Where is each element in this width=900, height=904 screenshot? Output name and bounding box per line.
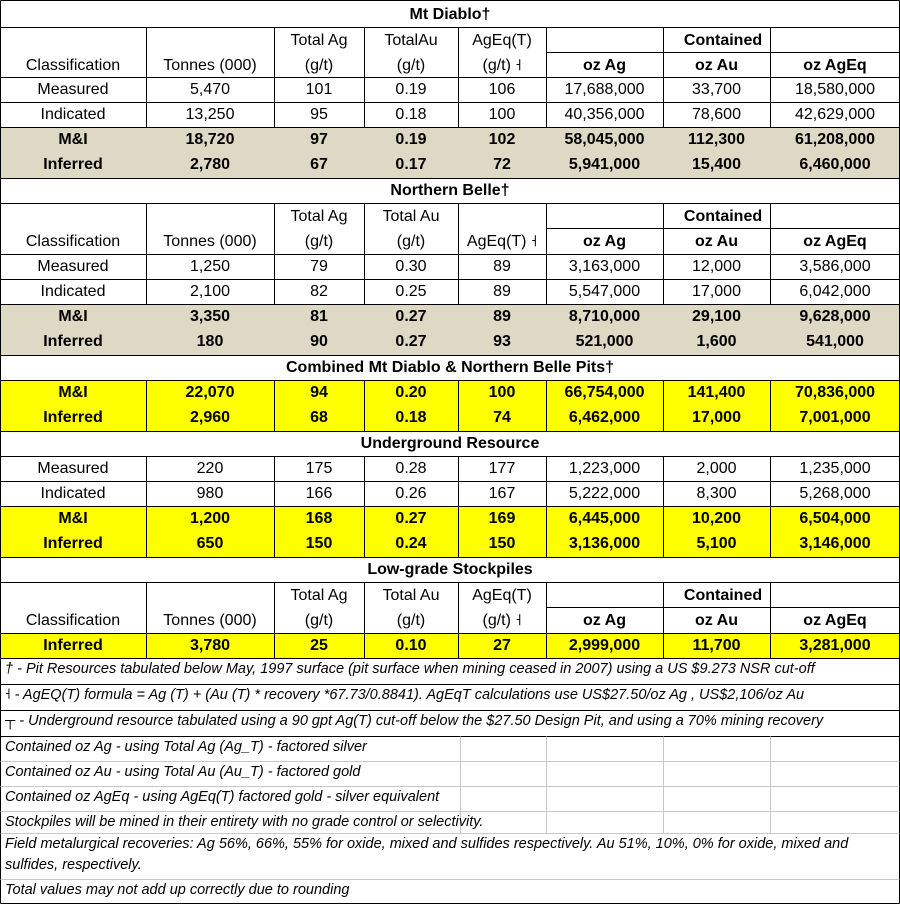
- header-ageq-unit: (g/t) ˧: [482, 57, 522, 74]
- cell-tonnes: 980: [196, 485, 224, 502]
- header-total-ag: Total Ag: [290, 208, 348, 225]
- cell-classification: Inferred: [43, 333, 103, 350]
- cell-classification: Inferred: [43, 637, 103, 654]
- cell-classification: Indicated: [40, 106, 106, 123]
- section-title-mt-diablo: Mt Diablo†: [409, 6, 491, 23]
- header-oz-ageq: oz AgEq: [803, 612, 867, 629]
- cell-total-ag: 67: [310, 156, 328, 173]
- cell-classification: Inferred: [43, 535, 103, 552]
- cell-oz-ageq: 541,000: [806, 333, 864, 350]
- footnote-rounding: Total values may not add up correctly due to rounding: [5, 882, 350, 898]
- cell-tonnes: 180: [196, 333, 224, 350]
- footnote-ageq-formula: ˧ - AgEQ(T) formula = Ag (T) + (Au (T) * recovery *67.73/0.8841). AgEqT calculations use US$27.50/oz Ag , US$2,106/oz Au: [5, 687, 805, 703]
- cell-oz-au: 8,300: [696, 485, 737, 502]
- cell-ageq: 27: [493, 637, 511, 654]
- cell-total-au: 0.19: [395, 81, 427, 98]
- cell-oz-au: 17,000: [692, 409, 741, 426]
- cell-classification: M&I: [58, 384, 88, 401]
- cell-oz-ageq: 18,580,000: [794, 81, 876, 98]
- cell-classification: M&I: [58, 308, 88, 325]
- footnote-contained-ag: Contained oz Ag - using Total Ag (Ag_T) - factored silver: [5, 739, 367, 755]
- header-ageq: AgEq(T): [472, 32, 532, 49]
- cell-ageq: 89: [493, 308, 511, 325]
- cell-classification: M&I: [58, 131, 88, 148]
- cell-oz-ag: 1,223,000: [568, 460, 641, 477]
- cell-oz-au: 112,300: [688, 131, 745, 148]
- cell-oz-ag: 8,710,000: [568, 308, 641, 325]
- cell-oz-ageq: 3,281,000: [799, 637, 871, 654]
- cell-ageq: 106: [488, 81, 516, 98]
- header-oz-ag: oz Ag: [583, 57, 626, 74]
- cell-oz-ageq: 3,586,000: [799, 258, 871, 275]
- cell-tonnes: 1,200: [189, 510, 231, 527]
- header-oz-ageq: oz AgEq: [803, 233, 867, 250]
- cell-tonnes: 3,780: [189, 637, 231, 654]
- cell-total-ag: 90: [310, 333, 328, 350]
- cell-oz-ageq: 70,836,000: [794, 384, 876, 401]
- cell-tonnes: 5,470: [189, 81, 231, 98]
- cell-oz-ageq: 5,268,000: [799, 485, 871, 502]
- cell-total-au: 0.27: [395, 308, 427, 325]
- cell-tonnes: 650: [196, 535, 224, 552]
- cell-oz-ag: 58,045,000: [564, 131, 645, 148]
- footnote-contained-ageq: Contained oz AgEq - using AgEq(T) factored gold - silver equivalent: [5, 789, 440, 805]
- cell-oz-ag: 6,462,000: [568, 409, 641, 426]
- cell-ageq: 100: [488, 384, 516, 401]
- cell-oz-ageq: 6,460,000: [799, 156, 871, 173]
- cell-oz-ag: 3,136,000: [568, 535, 641, 552]
- cell-classification: Measured: [37, 81, 109, 98]
- cell-total-au: 0.24: [395, 535, 427, 552]
- cell-tonnes: 1,250: [189, 258, 231, 275]
- footnote-recoveries: Field metalurgical recoveries: Ag 56%, 66%, 55% for oxide, mixed and sulfides respectively. Au 51%, 10%, 0% for oxide, mixed and sulfides, respectively.: [5, 836, 849, 873]
- cell-oz-au: 15,400: [692, 156, 741, 173]
- cell-ageq: 177: [488, 460, 516, 477]
- cell-total-ag: 168: [305, 510, 333, 527]
- cell-ageq: 89: [493, 283, 511, 300]
- cell-ageq: 102: [488, 131, 516, 148]
- section-title-underground: Underground Resource: [360, 435, 540, 452]
- header-au-unit: (g/t): [396, 612, 426, 629]
- cell-oz-au: 141,400: [687, 384, 746, 401]
- header-tonnes: Tonnes (000): [163, 612, 257, 629]
- cell-oz-ag: 17,688,000: [564, 81, 645, 98]
- cell-total-ag: 95: [310, 106, 328, 123]
- header-total-ag: Total Ag: [290, 587, 348, 604]
- footnote-underground: ┬ - Underground resource tabulated using a 90 gpt Ag(T) cut-off below the $27.50 Design Pit, and using a 70% mining recovery: [5, 713, 824, 729]
- header-total-au: Total Au: [382, 208, 440, 225]
- cell-total-ag: 25: [310, 637, 328, 654]
- header-tonnes: Tonnes (000): [163, 57, 257, 74]
- cell-ageq: 72: [493, 156, 511, 173]
- cell-oz-ageq: 61,208,000: [794, 131, 876, 148]
- cell-classification: Inferred: [43, 156, 103, 173]
- cell-oz-ageq: 42,629,000: [794, 106, 876, 123]
- cell-oz-ageq: 9,628,000: [799, 308, 871, 325]
- cell-classification: Indicated: [40, 283, 106, 300]
- cell-total-ag: 81: [310, 308, 328, 325]
- header-ageq: AgEq(T): [472, 587, 532, 604]
- cell-tonnes: 18,720: [185, 131, 235, 148]
- cell-ageq: 89: [493, 258, 511, 275]
- cell-oz-ag: 5,941,000: [568, 156, 641, 173]
- header-ageq-unit: (g/t) ˧: [482, 612, 522, 629]
- header-classification: Classification: [25, 57, 121, 74]
- cell-classification: Measured: [37, 460, 109, 477]
- header-contained: Contained: [683, 587, 763, 604]
- header-ag-unit: (g/t): [304, 233, 334, 250]
- cell-oz-ag: 5,222,000: [568, 485, 641, 502]
- cell-total-au: 0.27: [395, 333, 427, 350]
- cell-oz-ag: 66,754,000: [564, 384, 645, 401]
- cell-total-au: 0.20: [395, 384, 427, 401]
- header-oz-ageq: oz AgEq: [803, 57, 867, 74]
- header-total-ag: Total Ag: [290, 32, 348, 49]
- header-au-unit: (g/t): [396, 233, 426, 250]
- cell-total-ag: 79: [310, 258, 328, 275]
- cell-oz-au: 10,200: [692, 510, 741, 527]
- cell-total-au: 0.18: [395, 106, 427, 123]
- cell-oz-ageq: 6,042,000: [799, 283, 871, 300]
- cell-total-ag: 101: [305, 81, 333, 98]
- cell-ageq: 74: [493, 409, 511, 426]
- cell-oz-ag: 5,547,000: [568, 283, 641, 300]
- section-title-northern-belle: Northern Belle†: [390, 182, 510, 199]
- header-classification: Classification: [25, 233, 121, 250]
- cell-oz-au: 29,100: [692, 308, 741, 325]
- cell-total-ag: 82: [310, 283, 328, 300]
- cell-ageq: 150: [488, 535, 516, 552]
- cell-tonnes: 13,250: [185, 106, 235, 123]
- cell-oz-ageq: 1,235,000: [799, 460, 871, 477]
- cell-total-au: 0.17: [395, 156, 427, 173]
- header-oz-ag: oz Ag: [583, 233, 626, 250]
- footnote-contained-au: Contained oz Au - using Total Au (Au_T) - factored gold: [5, 764, 361, 780]
- cell-total-ag: 97: [310, 131, 328, 148]
- cell-tonnes: 22,070: [185, 384, 235, 401]
- cell-oz-ag: 2,999,000: [568, 637, 641, 654]
- header-oz-au: oz Au: [695, 612, 738, 629]
- cell-total-ag: 68: [310, 409, 328, 426]
- header-classification: Classification: [25, 612, 121, 629]
- cell-oz-ag: 6,445,000: [568, 510, 641, 527]
- cell-total-au: 0.30: [395, 258, 427, 275]
- cell-oz-au: 12,000: [692, 258, 741, 275]
- header-ageq: AgEq(T) ˧: [466, 233, 538, 250]
- header-total-au: Total Au: [382, 587, 440, 604]
- cell-total-au: 0.19: [395, 131, 427, 148]
- cell-classification: M&I: [58, 510, 88, 527]
- header-oz-ag: oz Ag: [583, 612, 626, 629]
- cell-ageq: 100: [488, 106, 516, 123]
- cell-total-au: 0.25: [395, 283, 427, 300]
- cell-total-ag: 150: [305, 535, 333, 552]
- cell-oz-ageq: 6,504,000: [799, 510, 871, 527]
- header-oz-au: oz Au: [695, 233, 738, 250]
- header-tonnes: Tonnes (000): [163, 233, 257, 250]
- footnote-stockpiles: Stockpiles will be mined in their entirety with no grade control or selectivity.: [5, 814, 484, 830]
- header-ag-unit: (g/t): [304, 57, 334, 74]
- cell-ageq: 169: [488, 510, 516, 527]
- cell-total-au: 0.18: [395, 409, 427, 426]
- header-oz-au: oz Au: [695, 57, 738, 74]
- section-title-stockpiles: Low-grade Stockpiles: [367, 561, 533, 578]
- cell-oz-ageq: 3,146,000: [799, 535, 871, 552]
- cell-total-ag: 166: [305, 485, 333, 502]
- cell-total-ag: 94: [310, 384, 328, 401]
- footnote-pit-resources: † - Pit Resources tabulated below May, 1997 surface (pit surface when mining ceased in 2007) using a US $9.273 NSR cut-off: [5, 661, 815, 677]
- cell-oz-ag: 3,163,000: [568, 258, 641, 275]
- cell-oz-au: 5,100: [696, 535, 737, 552]
- cell-oz-au: 78,600: [692, 106, 741, 123]
- header-contained: Contained: [683, 32, 763, 49]
- cell-oz-ag: 521,000: [575, 333, 634, 350]
- header-total-au: TotalAu: [384, 32, 438, 49]
- cell-ageq: 167: [488, 485, 516, 502]
- cell-tonnes: 2,100: [189, 283, 231, 300]
- cell-classification: Measured: [37, 258, 109, 275]
- cell-total-au: 0.28: [395, 460, 427, 477]
- cell-total-au: 0.27: [395, 510, 427, 527]
- cell-oz-au: 17,000: [692, 283, 741, 300]
- cell-tonnes: 2,780: [189, 156, 231, 173]
- cell-classification: Inferred: [43, 409, 103, 426]
- cell-oz-ageq: 7,001,000: [799, 409, 871, 426]
- cell-oz-au: 33,700: [692, 81, 741, 98]
- header-au-unit: (g/t): [396, 57, 426, 74]
- cell-oz-au: 1,600: [696, 333, 737, 350]
- section-title-combined: Combined Mt Diablo & Northern Belle Pits†: [285, 359, 615, 376]
- cell-classification: Indicated: [40, 485, 106, 502]
- cell-total-au: 0.10: [395, 637, 427, 654]
- cell-ageq: 93: [493, 333, 511, 350]
- cell-total-ag: 175: [305, 460, 333, 477]
- cell-tonnes: 2,960: [189, 409, 231, 426]
- cell-tonnes: 3,350: [189, 308, 231, 325]
- cell-tonnes: 220: [196, 460, 224, 477]
- cell-total-au: 0.26: [395, 485, 427, 502]
- header-ag-unit: (g/t): [304, 612, 334, 629]
- cell-oz-ag: 40,356,000: [564, 106, 645, 123]
- cell-oz-au: 2,000: [696, 460, 737, 477]
- header-contained: Contained: [683, 208, 763, 225]
- cell-oz-au: 11,700: [692, 637, 741, 654]
